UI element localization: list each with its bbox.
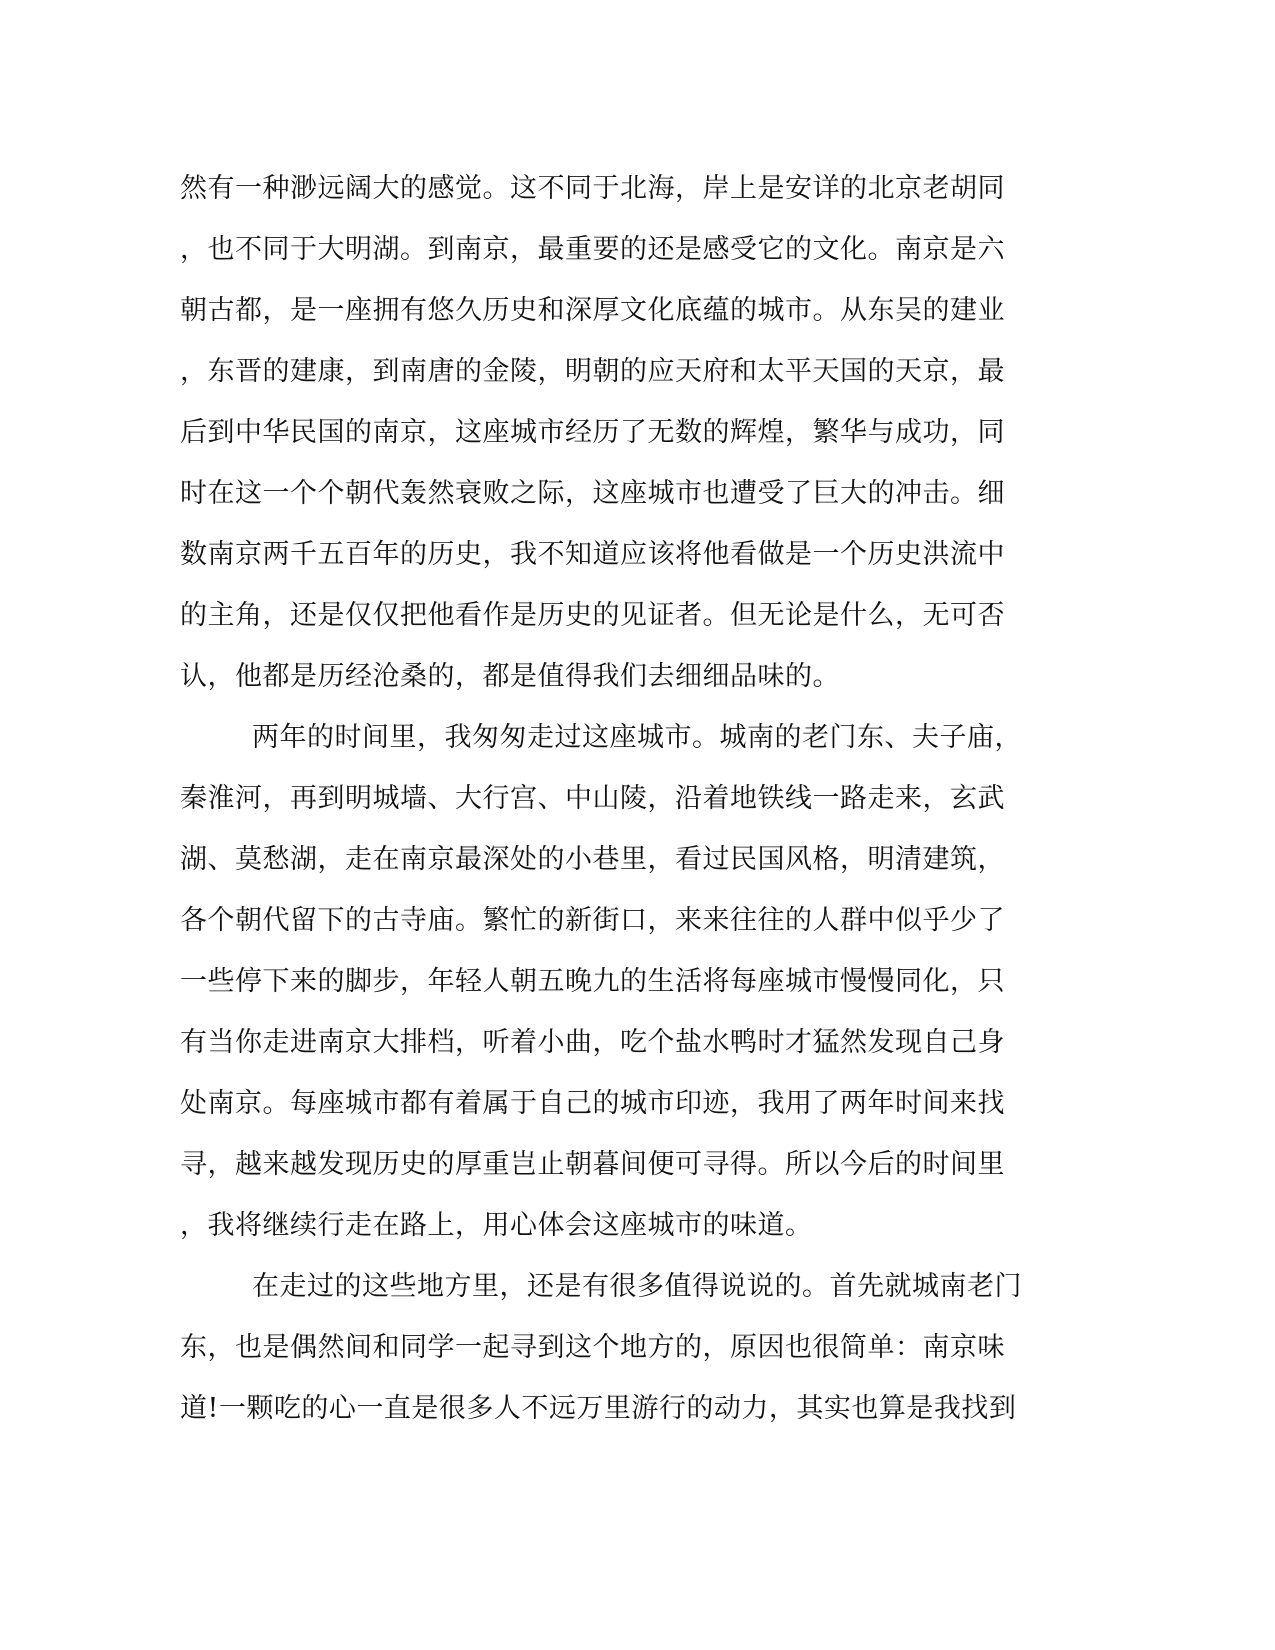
text-line: ，我将继续行走在路上，用心体会这座城市的味道。 <box>180 1210 813 1241</box>
text-line: 然有一种渺远阔大的感觉。这不同于北海，岸上是安详的北京老胡同 <box>180 173 1005 204</box>
body-text <box>180 158 1040 1439</box>
text-line: 道!一颗吃的心一直是很多人不远万里游行的动力，其实也算是我找到 <box>180 1393 1017 1424</box>
text-line: 两年的时间里，我匆匆走过这座城市。城南的老门东、夫子庙， <box>252 722 1022 753</box>
text-line: 有当你走进南京大排档，听着小曲，吃个盐水鸭时才猛然发现自己身 <box>180 1027 1005 1058</box>
text-line: 寻，越来越发现历史的厚重岂止朝暮间便可寻得。所以今后的时间里 <box>180 1149 1005 1180</box>
text-line: 湖、莫愁湖，走在南京最深处的小巷里，看过民国风格，明清建筑， <box>180 844 1005 875</box>
text-line: 数南京两千五百年的历史，我不知道应该将他看做是一个历史洪流中 <box>180 539 1005 570</box>
text-line: 一些停下来的脚步，年轻人朝五晚九的生活将每座城市慢慢同化，只 <box>180 966 1005 997</box>
text-line: 东，也是偶然间和同学一起寻到这个地方的，原因也很简单：南京味 <box>180 1332 1005 1363</box>
text-line: 朝古都，是一座拥有悠久历史和深厚文化底蕴的城市。从东吴的建业 <box>180 295 1005 326</box>
text-line: 各个朝代留下的古寺庙。繁忙的新街口，来来往往的人群中似乎少了 <box>180 905 1005 936</box>
text-line: 在走过的这些地方里，还是有很多值得说说的。首先就城南老门 <box>252 1271 1022 1302</box>
text-line: 认，他都是历经沧桑的，都是值得我们去细细品味的。 <box>180 661 840 692</box>
text-line: ，东晋的建康，到南唐的金陵，明朝的应天府和太平天国的天京，最 <box>180 356 1005 387</box>
text-line: 处南京。每座城市都有着属于自己的城市印迹，我用了两年时间来找 <box>180 1088 1005 1119</box>
text-line: 时在这一个个朝代轰然衰败之际，这座城市也遭受了巨大的冲击。细 <box>180 478 1005 509</box>
text-line: ，也不同于大明湖。到南京，最重要的还是感受它的文化。南京是六 <box>180 234 1005 265</box>
text-line: 后到中华民国的南京，这座城市经历了无数的辉煌，繁华与成功，同 <box>180 417 1005 448</box>
text-line: 秦淮河，再到明城墙、大行宫、中山陵，沿着地铁线一路走来，玄武 <box>180 783 1005 814</box>
text-line: 的主角，还是仅仅把他看作是历史的见证者。但无论是什么，无可否 <box>180 600 1005 631</box>
